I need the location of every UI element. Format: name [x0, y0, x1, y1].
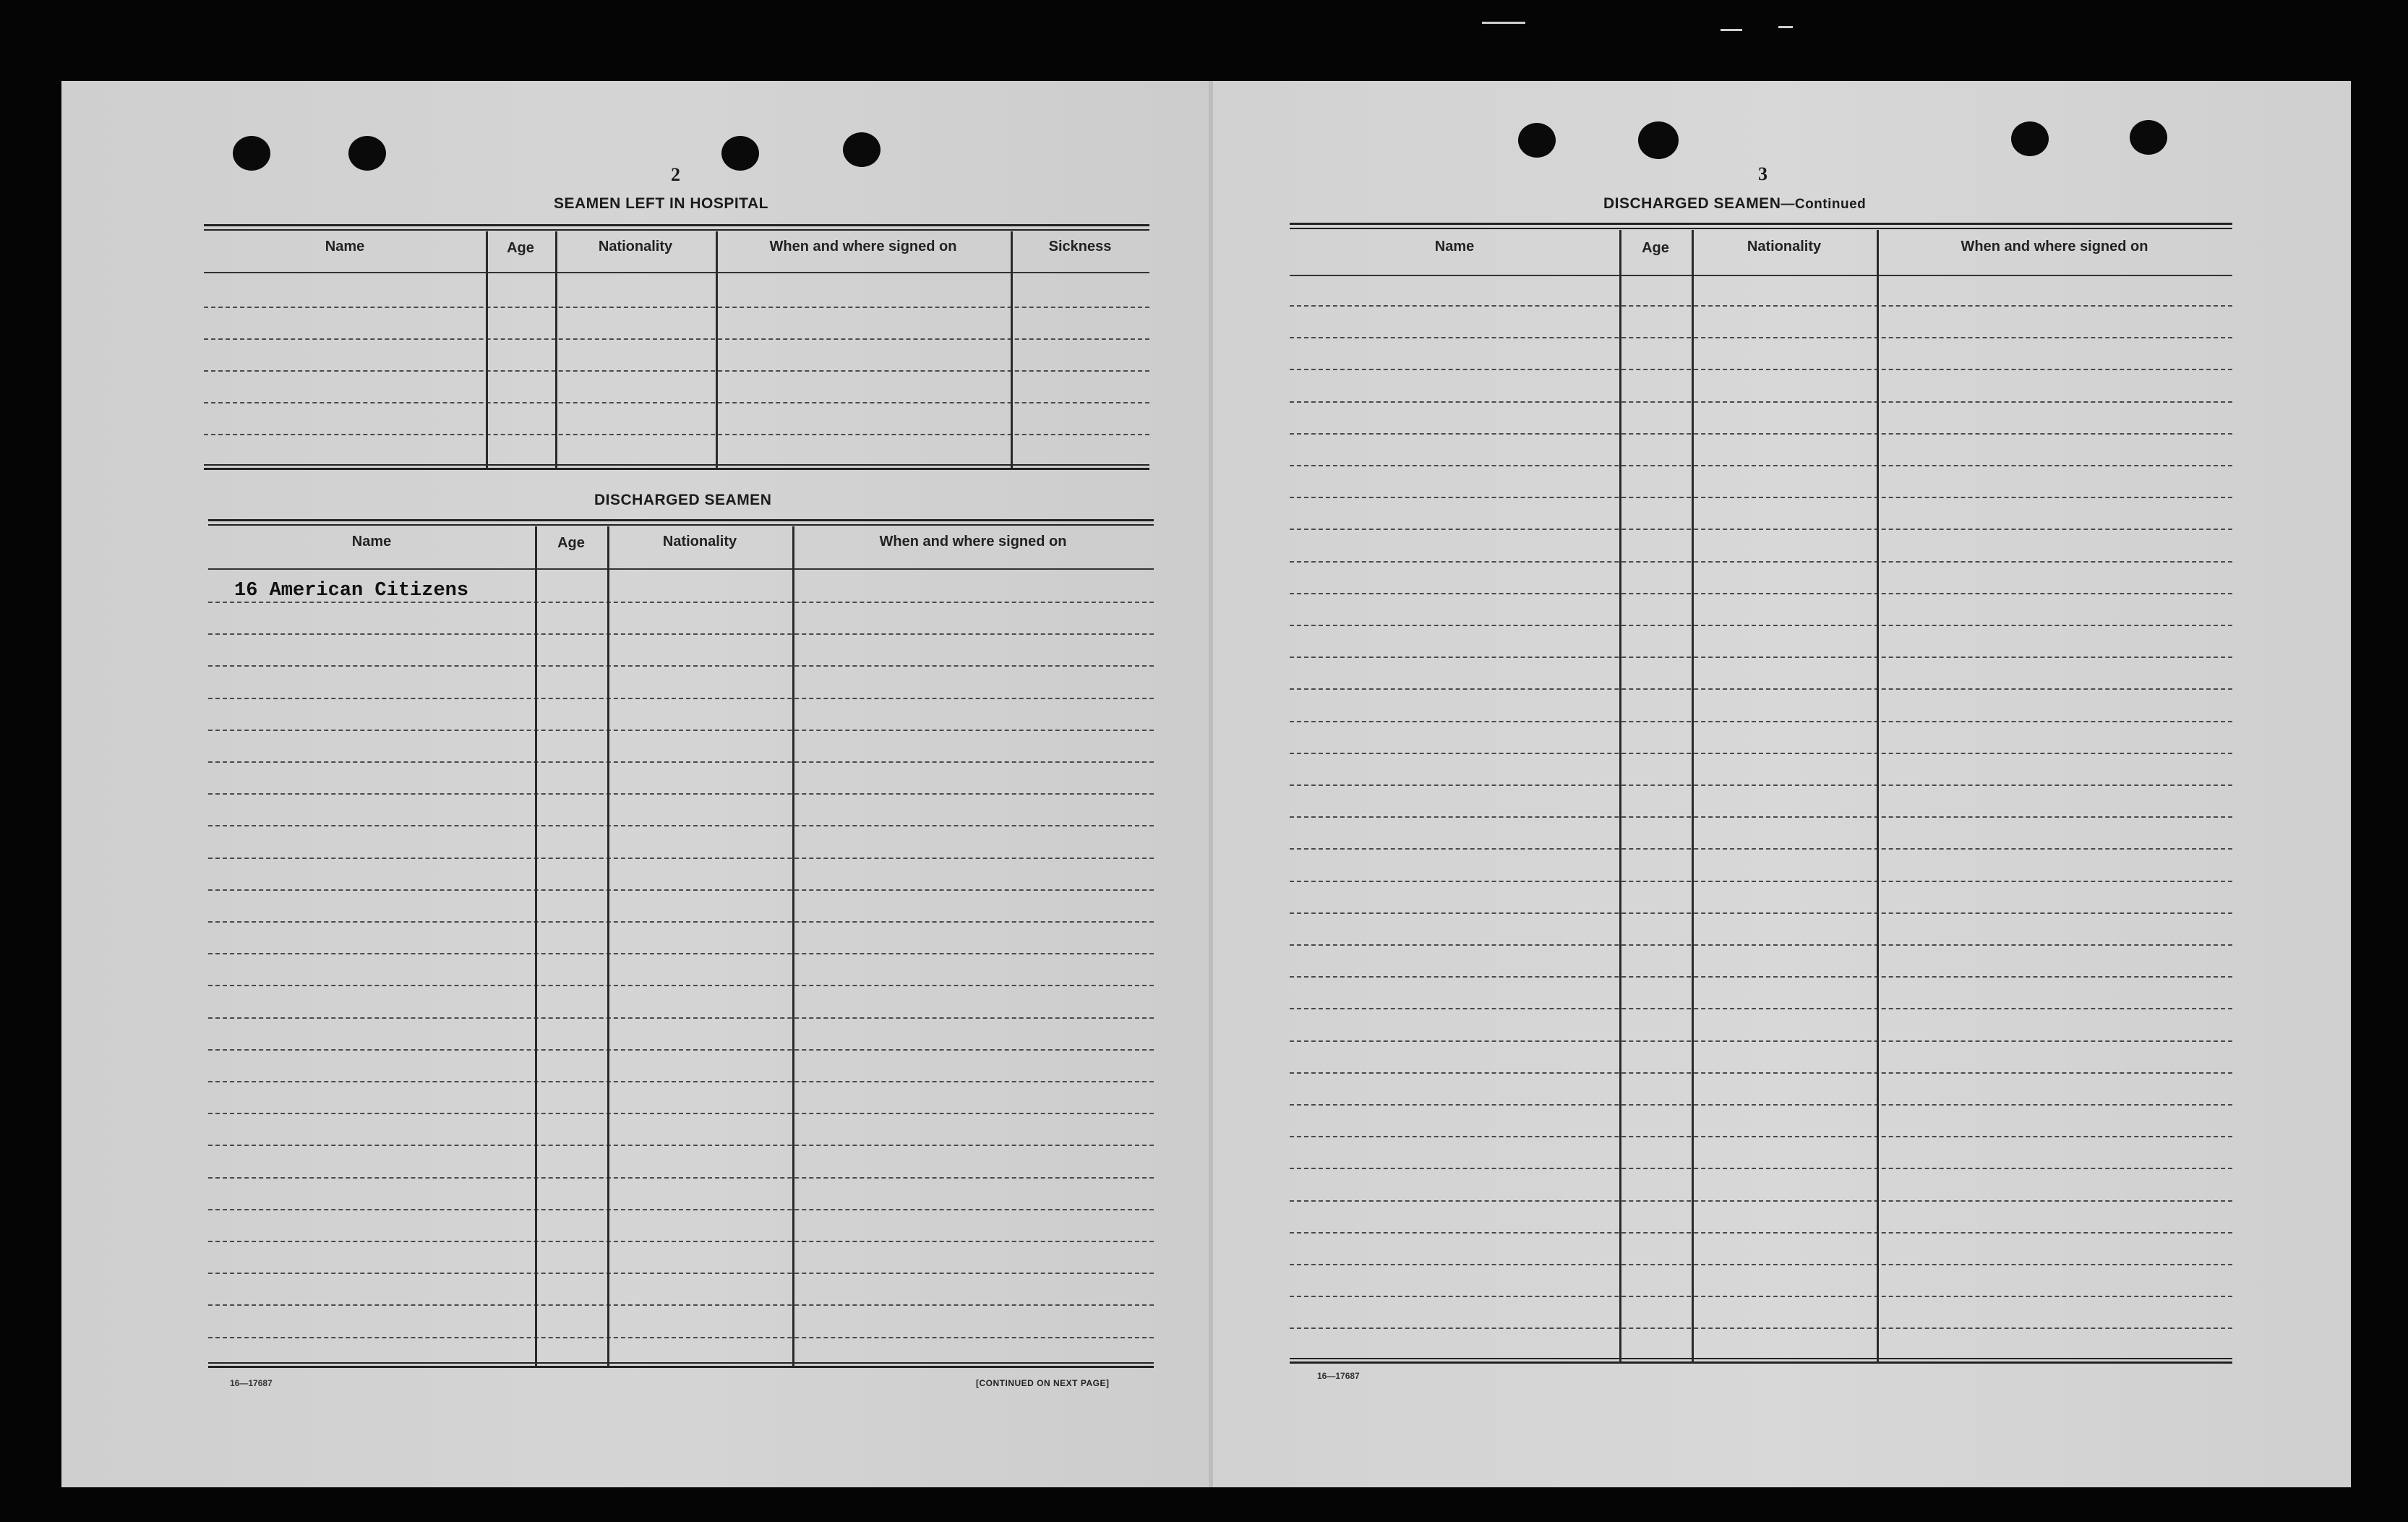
- column-header-signed-on: When and where signed on: [769, 239, 957, 255]
- discharged-continued-table: [1290, 223, 2232, 1364]
- row-line: [208, 1049, 1154, 1051]
- page-number: 2: [671, 164, 680, 185]
- row-line: [1290, 1104, 2232, 1106]
- row-line: [208, 1241, 1154, 1242]
- row-line: [208, 665, 1154, 667]
- row-line: [1290, 401, 2232, 403]
- row-line: [1290, 625, 2232, 626]
- row-line: [208, 1337, 1154, 1338]
- row-line: [1290, 784, 2232, 786]
- row-line: [208, 1113, 1154, 1114]
- row-line: [204, 402, 1149, 403]
- column-divider: [486, 231, 488, 469]
- row-line: [1290, 688, 2232, 690]
- table-rule: [208, 1366, 1154, 1368]
- table-rule: [204, 229, 1149, 231]
- column-divider: [1011, 231, 1013, 469]
- column-header-signed-on: When and where signed on: [879, 534, 1067, 550]
- row-line: [1290, 465, 2232, 466]
- row-line: [208, 1081, 1154, 1082]
- header-rule: [208, 568, 1154, 570]
- column-header-signed-on: When and where signed on: [1961, 239, 2148, 255]
- table-rule: [208, 519, 1154, 521]
- page-number: 3: [1758, 163, 1768, 184]
- section-title-suffix: —Continued: [1781, 197, 1867, 212]
- row-line: [208, 1273, 1154, 1274]
- row-line: [208, 1017, 1154, 1019]
- column-header-name: Name: [325, 239, 365, 255]
- section-title-main: DISCHARGED SEAMEN: [1603, 195, 1781, 212]
- table-rule: [204, 468, 1149, 470]
- column-divider: [1877, 230, 1879, 1364]
- column-divider: [535, 526, 537, 1367]
- column-divider: [716, 231, 718, 469]
- row-line: [208, 889, 1154, 891]
- row-line: [1290, 1200, 2232, 1202]
- row-line: [208, 921, 1154, 923]
- row-line: [208, 1177, 1154, 1179]
- row-line: [1290, 881, 2232, 882]
- punch-hole: [233, 136, 270, 171]
- scan-speck: [1721, 29, 1742, 31]
- punch-hole: [721, 136, 759, 171]
- row-line: [1290, 529, 2232, 530]
- header-rule: [204, 272, 1149, 273]
- punch-hole: [2130, 120, 2167, 155]
- row-line: [1290, 1040, 2232, 1042]
- punch-hole: [843, 132, 880, 167]
- row-line: [1290, 976, 2232, 978]
- row-line: [1290, 369, 2232, 370]
- row-line: [208, 633, 1154, 635]
- row-line: [1290, 944, 2232, 946]
- row-line: [1290, 593, 2232, 594]
- column-divider: [1692, 230, 1694, 1364]
- row-line: [1290, 848, 2232, 850]
- row-line: [208, 1304, 1154, 1306]
- row-line: [208, 698, 1154, 699]
- column-divider: [555, 231, 557, 469]
- row-line: [208, 825, 1154, 826]
- table-rule: [1290, 223, 2232, 225]
- row-line: [1290, 721, 2232, 722]
- row-line: [1290, 1296, 2232, 1297]
- row-line: [1290, 1008, 2232, 1009]
- row-line: [1290, 497, 2232, 498]
- row-line: [1290, 305, 2232, 307]
- row-line: [1290, 1136, 2232, 1137]
- column-header-sickness: Sickness: [1048, 239, 1112, 255]
- row-line: [204, 434, 1149, 435]
- column-divider: [607, 526, 609, 1367]
- punch-hole: [1518, 123, 1556, 158]
- row-line: [204, 370, 1149, 372]
- discharged-section-title: DISCHARGED SEAMEN: [594, 492, 772, 508]
- row-line: [208, 953, 1154, 954]
- column-header-age: Age: [557, 535, 585, 551]
- row-line: [1290, 337, 2232, 338]
- column-header-nationality: Nationality: [598, 239, 673, 255]
- table-rule: [208, 524, 1154, 526]
- table-rule: [204, 224, 1149, 226]
- scan-speck: [1482, 22, 1525, 24]
- discharged-continued-title: [1603, 195, 1866, 213]
- table-rule: [1290, 1361, 2232, 1364]
- column-divider: [1619, 230, 1621, 1364]
- punch-hole: [348, 136, 386, 171]
- row-line: [1290, 433, 2232, 435]
- row-line: [208, 858, 1154, 859]
- form-code: 16—17687: [1317, 1371, 1360, 1381]
- continued-note: [CONTINUED ON NEXT PAGE]: [976, 1378, 1110, 1388]
- row-line: [208, 602, 1154, 603]
- table-rule: [1290, 1358, 2232, 1359]
- discharged-table: [208, 519, 1154, 1367]
- row-line: [208, 793, 1154, 795]
- hospital-table: [204, 224, 1149, 470]
- table-rule: [208, 1362, 1154, 1364]
- row-line: [1290, 1232, 2232, 1234]
- row-line: [1290, 1264, 2232, 1265]
- row-line: [1290, 657, 2232, 658]
- punch-hole: [2011, 121, 2049, 156]
- row-line: [208, 1145, 1154, 1146]
- row-line: [1290, 912, 2232, 914]
- row-line: [1290, 561, 2232, 563]
- row-line: [1290, 816, 2232, 818]
- page-fold: [1209, 81, 1213, 1487]
- column-header-nationality: Nationality: [662, 534, 737, 550]
- row-line: [208, 761, 1154, 763]
- column-divider: [792, 526, 794, 1367]
- column-header-nationality: Nationality: [1747, 239, 1822, 255]
- punch-hole: [1638, 121, 1679, 159]
- row-line: [1290, 1328, 2232, 1329]
- column-header-age: Age: [507, 240, 534, 256]
- hospital-section-title: SEAMEN LEFT IN HOSPITAL: [554, 195, 768, 212]
- typed-entry: 16 American Citizens: [234, 580, 469, 602]
- header-rule: [1290, 275, 2232, 276]
- row-line: [208, 985, 1154, 986]
- table-rule: [1290, 228, 2232, 229]
- scan-speck: [1778, 26, 1793, 28]
- column-header-age: Age: [1642, 240, 1669, 256]
- row-line: [1290, 1168, 2232, 1169]
- row-line: [1290, 1072, 2232, 1074]
- row-line: [204, 338, 1149, 340]
- row-line: [208, 730, 1154, 731]
- row-line: [1290, 753, 2232, 754]
- row-line: [208, 1209, 1154, 1210]
- table-rule: [204, 464, 1149, 466]
- form-code: 16—17687: [230, 1378, 273, 1388]
- column-header-name: Name: [1434, 239, 1475, 255]
- row-line: [204, 307, 1149, 308]
- column-header-name: Name: [351, 534, 392, 550]
